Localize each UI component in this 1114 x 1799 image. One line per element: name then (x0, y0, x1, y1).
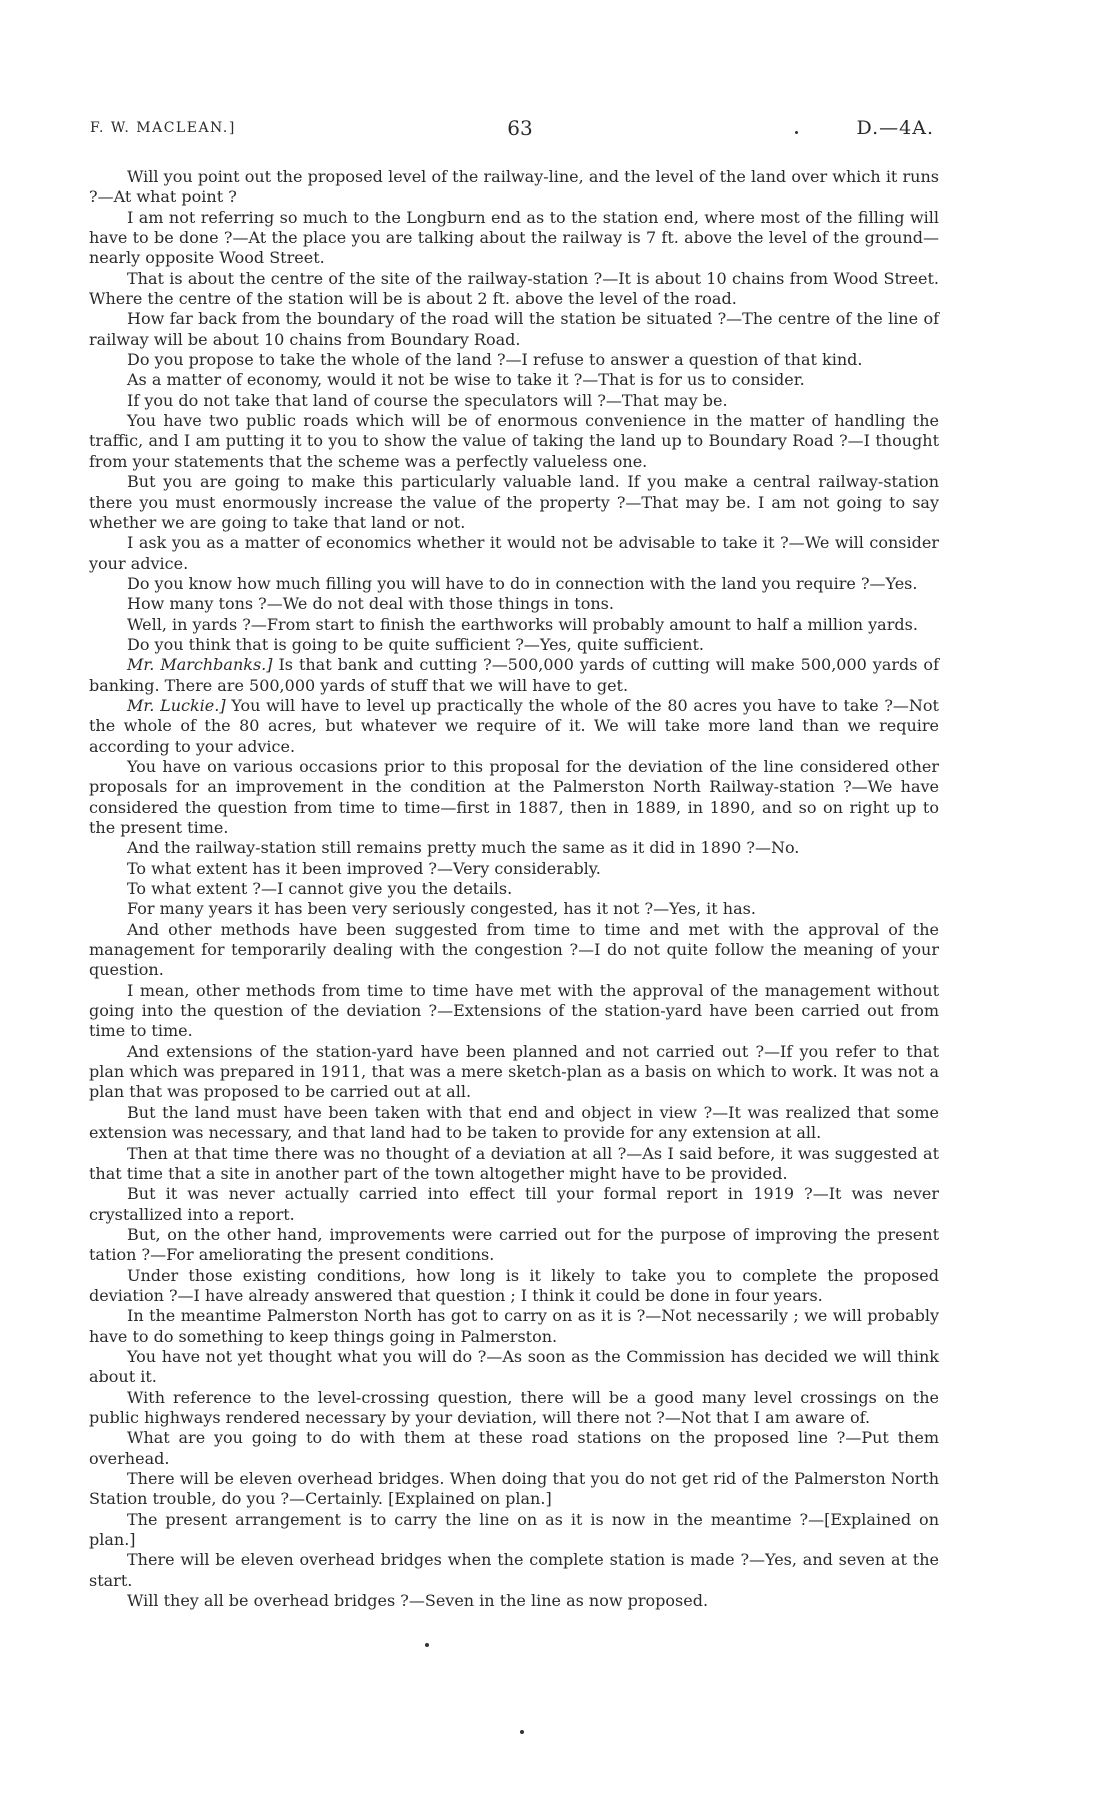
ink-speck (520, 1730, 524, 1734)
paragraph-text: To what extent has it been improved ?—Very considerably. (127, 858, 601, 878)
paragraph-text: How many tons ?—We do not deal with those things in tons. (127, 594, 614, 614)
speaker-label: Mr. Luckie.] (127, 695, 226, 715)
paragraph-text: But you are going to make this particularly valuable land. If you make a central railway-station there you must enormously increase the value of the property ?—That may be. I am not going to say whether we are going to take that land or not. (89, 472, 939, 532)
paragraph-text: Will you point out the proposed level of the railway-line, and the level of the land over which it runs ?—At what point ? (89, 167, 939, 207)
paragraph (89, 1591, 939, 1611)
paragraph-text: That is about the centre of the site of the railway-station ?—It is about 10 chains from Wood Street. Where the centre of the station will be is about 2 ft. above the level of the road. (89, 268, 939, 309)
paragraph (89, 635, 939, 655)
paragraph (89, 1469, 939, 1510)
paragraph-text: Well, in yards ?—From start to finish the earthworks will probably amount to half a million yards. (127, 614, 918, 634)
paragraph-text: Then at that time there was no thought of a deviation at all ?—As I said before, it was suggested at that time that a site in another part of the town altogether might have to be provided. (89, 1143, 939, 1183)
paragraph (89, 574, 939, 594)
paragraph (89, 615, 939, 635)
paragraph-text: You will have to level up practically the whole of the 80 acres you have to take ?—Not the whole of the 80 acres, but whatever we require of it. We will take more land than we require according to your advice. (89, 695, 939, 756)
paragraph-text: You have on various occasions prior to this proposal for the deviation of the line considered other proposals for an improvement in the condition at the Palmerston North Railway-station ?—We have considered the question from time to time—first in 1887, then in 1889, in 1890, and so on right up to the present time. (89, 756, 939, 837)
paragraph (89, 1306, 939, 1347)
paragraph (89, 370, 939, 390)
paragraph (89, 309, 939, 350)
paragraph (89, 167, 939, 208)
paragraph (89, 391, 939, 411)
paragraph (89, 1266, 939, 1307)
paragraph (89, 920, 939, 981)
paragraph-text: And other methods have been suggested from time to time and met with the approval of the management for temporarily dealing with the congestion ?—I do not quite follow the meaning of your question. (89, 919, 939, 980)
speaker-label: Mr. Marchbanks.] (127, 655, 273, 675)
paragraph-text: There will be eleven overhead bridges. When doing that you do not get rid of the Palmerston North Station trouble, do you ?—Certainly. [Explained on plan.] (89, 1469, 939, 1509)
paragraph (89, 1103, 939, 1144)
testimony-body (89, 167, 939, 1611)
paragraph (89, 1550, 939, 1591)
paragraph-text: Is that bank and cutting ?—500,000 yards of cutting will make 500,000 yards of banking. There are 500,000 yards of stuff that we will have to get. (89, 655, 939, 695)
paragraph-text: Do you know how much filling you will have to do in connection with the land you require ?—Yes. (127, 573, 918, 593)
paragraph (89, 1510, 939, 1551)
paragraph (89, 1347, 939, 1388)
paragraph (89, 899, 939, 919)
paragraph-text: Do you think that is going to be quite sufficient ?—Yes, quite sufficient. (127, 634, 704, 654)
paragraph-text: To what extent ?—I cannot give you the details. (127, 879, 513, 899)
paragraph-text: I am not referring so much to the Longburn end as to the station end, where most of the filling will have to be done ?—At the place you are talking about the railway is 7 ft. above the level of the ground—nearly opposite Wood Street. (89, 207, 939, 268)
paragraph-text: And extensions of the station-yard have been planned and not carried out ?—If you refer to that plan which was prepared in 1911, that was a mere sketch-plan as a basis on which to work. It was not a plan that was proposed to be carried out at all. (89, 1041, 939, 1102)
paragraph (89, 533, 939, 574)
paragraph (89, 208, 939, 269)
paragraph (89, 879, 939, 899)
ink-speck (795, 131, 798, 134)
paragraph-text: In the meantime Palmerston North has got to carry on as it is ?—Not necessarily ; we will probably have to do something to keep things going in Palmerston. (89, 1306, 939, 1346)
paragraph-text: If you do not take that land of course the speculators will ?—That may be. (127, 390, 728, 410)
paragraph-text: And the railway-station still remains pretty much the same as it did in 1890 ?—No. (127, 838, 800, 858)
paragraph-text: You have two public roads which will be of enormous convenience in the matter of handling the traffic, and I am putting it to you to show the value of taking the land up to Boundary Road ?—I thought from your statements that the scheme was a perfectly valueless one. (89, 411, 939, 471)
paragraph-text: What are you going to do with them at these road stations on the proposed line ?—Put them overhead. (89, 1428, 939, 1468)
paragraph (89, 269, 939, 310)
paragraph (89, 411, 939, 472)
paragraph (89, 1428, 939, 1469)
paragraph (89, 594, 939, 614)
paragraph (89, 1388, 939, 1429)
ink-speck (425, 1643, 429, 1647)
paragraph-text: Do you propose to take the whole of the land ?—I refuse to answer a question of that kind. (127, 350, 863, 370)
paragraph-text: You have not yet thought what you will do ?—As soon as the Commission has decided we will think about it. (89, 1346, 939, 1387)
paragraph (89, 757, 939, 838)
paragraph (89, 350, 939, 370)
paragraph-text: Will they all be overhead bridges ?—Seven in the line as now proposed. (127, 1591, 709, 1611)
paragraph-text: With reference to the level-crossing question, there will be a good many level crossings on the public highways rendered necessary by your deviation, will there not ?—Not that I am aware of. (89, 1387, 939, 1427)
page-number: 63 (507, 116, 533, 140)
witness-name-header: F. W. MACLEAN.] (90, 120, 236, 136)
paragraph (89, 1042, 939, 1103)
paragraph (89, 838, 939, 858)
paragraph (89, 655, 939, 696)
paragraph (89, 981, 939, 1042)
paragraph-text: But, on the other hand, improvements were carried out for the purpose of improving the present tation ?—For ameliorating the present conditions. (89, 1224, 939, 1265)
paragraph (89, 472, 939, 533)
paragraph (89, 1225, 939, 1266)
paragraph-text: Under those existing conditions, how long is it likely to take you to complete the proposed deviation ?—I have already answered that question ; I think it could be done in four years. (89, 1265, 939, 1305)
paragraph-text: As a matter of economy, would it not be wise to take it ?—That is for us to consider. (127, 370, 805, 390)
paragraph (89, 696, 939, 757)
paragraph (89, 859, 939, 879)
paragraph-text: I ask you as a matter of economics whether it would not be advisable to take it ?—We will consider your advice. (89, 533, 939, 573)
paragraph-text: The present arrangement is to carry the line on as it is now in the meantime ?—[Explained on plan.] (89, 1509, 939, 1550)
paragraph-text: But the land must have been taken with that end and object in view ?—It was realized that some extension was necessary, and that land had to be taken to provide for any extension at all. (89, 1102, 939, 1143)
paper-reference: D.—4A. (856, 117, 934, 139)
paragraph-text: For many years it has been very seriously congested, has it not ?—Yes, it has. (127, 899, 756, 919)
paragraph (89, 1144, 939, 1185)
paragraph-text: But it was never actually carried into effect till your formal report in 1919 ?—It was never crystallized into a report. (89, 1184, 939, 1224)
paragraph-text: I mean, other methods from time to time have met with the approval of the management without going into the question of the deviation ?—Extensions of the station-yard have been carried out from time to time. (89, 980, 939, 1041)
paragraph-text: How far back from the boundary of the road will the station be situated ?—The centre of the line of railway will be about 10 chains from Boundary Road. (89, 309, 939, 349)
paragraph-text: There will be eleven overhead bridges when the complete station is made ?—Yes, and seven at the start. (89, 1550, 939, 1590)
paragraph (89, 1184, 939, 1225)
